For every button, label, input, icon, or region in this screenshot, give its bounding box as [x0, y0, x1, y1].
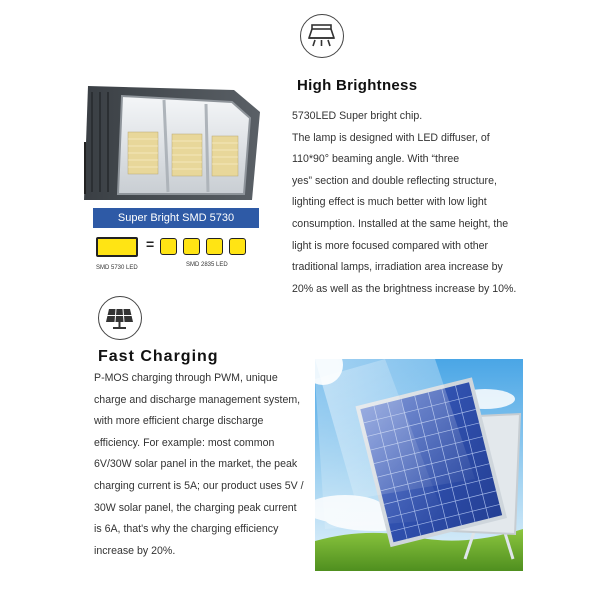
- description-line: The lamp is designed with LED diffuser, of: [292, 131, 490, 144]
- description-line: 20% as well as the brightness increase by 10%.: [292, 282, 517, 295]
- equals-sign: =: [146, 236, 155, 252]
- smd-5730-label: SMD 5730 LED: [96, 265, 138, 271]
- smd-2835-chip: [229, 238, 246, 255]
- description-line: increase by 20%.: [94, 544, 176, 557]
- description-line: with more efficient charge discharge: [94, 415, 264, 428]
- description-line: charging current is 5A; our product uses 5V /: [94, 479, 304, 492]
- smd-2835-chip: [160, 238, 177, 255]
- description-line: 6V/30W solar panel in the market, the peak: [94, 458, 298, 471]
- fast-charging-title: Fast Charging: [98, 348, 219, 365]
- smd-banner: Super Bright SMD 5730: [93, 208, 259, 228]
- solar-panel-image: [315, 359, 523, 571]
- description-line: P-MOS charging through PWM, unique: [94, 372, 278, 384]
- description-line: efficiency. For example: most common: [94, 436, 275, 449]
- solar-panel-icon: [98, 296, 142, 340]
- description-line: lighting effect is much better with low light: [292, 196, 487, 209]
- fast-charging-description: [94, 368, 304, 562]
- description-line: traditional lamps, irradiation area increase by: [292, 261, 503, 274]
- description-line: charge and discharge management system,: [94, 393, 301, 406]
- smd-2835-label: SMD 2835 LED: [186, 262, 228, 268]
- high-brightness-description: [292, 106, 516, 300]
- smd-5730-chip: [96, 237, 138, 257]
- description-line: yes” section and double reflecting structure,: [292, 174, 497, 187]
- high-brightness-title: High Brightness: [297, 77, 418, 94]
- description-line: is 6A, that's why the charging efficiency: [94, 523, 279, 536]
- description-line: consumption. Installed at the same height, the: [292, 217, 509, 230]
- description-line: 110*90° beaming angle. With “three: [292, 153, 460, 166]
- description-line: 30W solar panel, the charging peak current: [94, 501, 297, 514]
- ceiling-lamp-icon: [300, 14, 344, 58]
- description-line: light is more focused compared with other: [292, 239, 489, 252]
- smd-2835-chip: [183, 238, 200, 255]
- smd-2835-chip: [206, 238, 223, 255]
- floodlight-image: [84, 82, 264, 202]
- description-line: 5730LED Super bright chip.: [292, 110, 423, 122]
